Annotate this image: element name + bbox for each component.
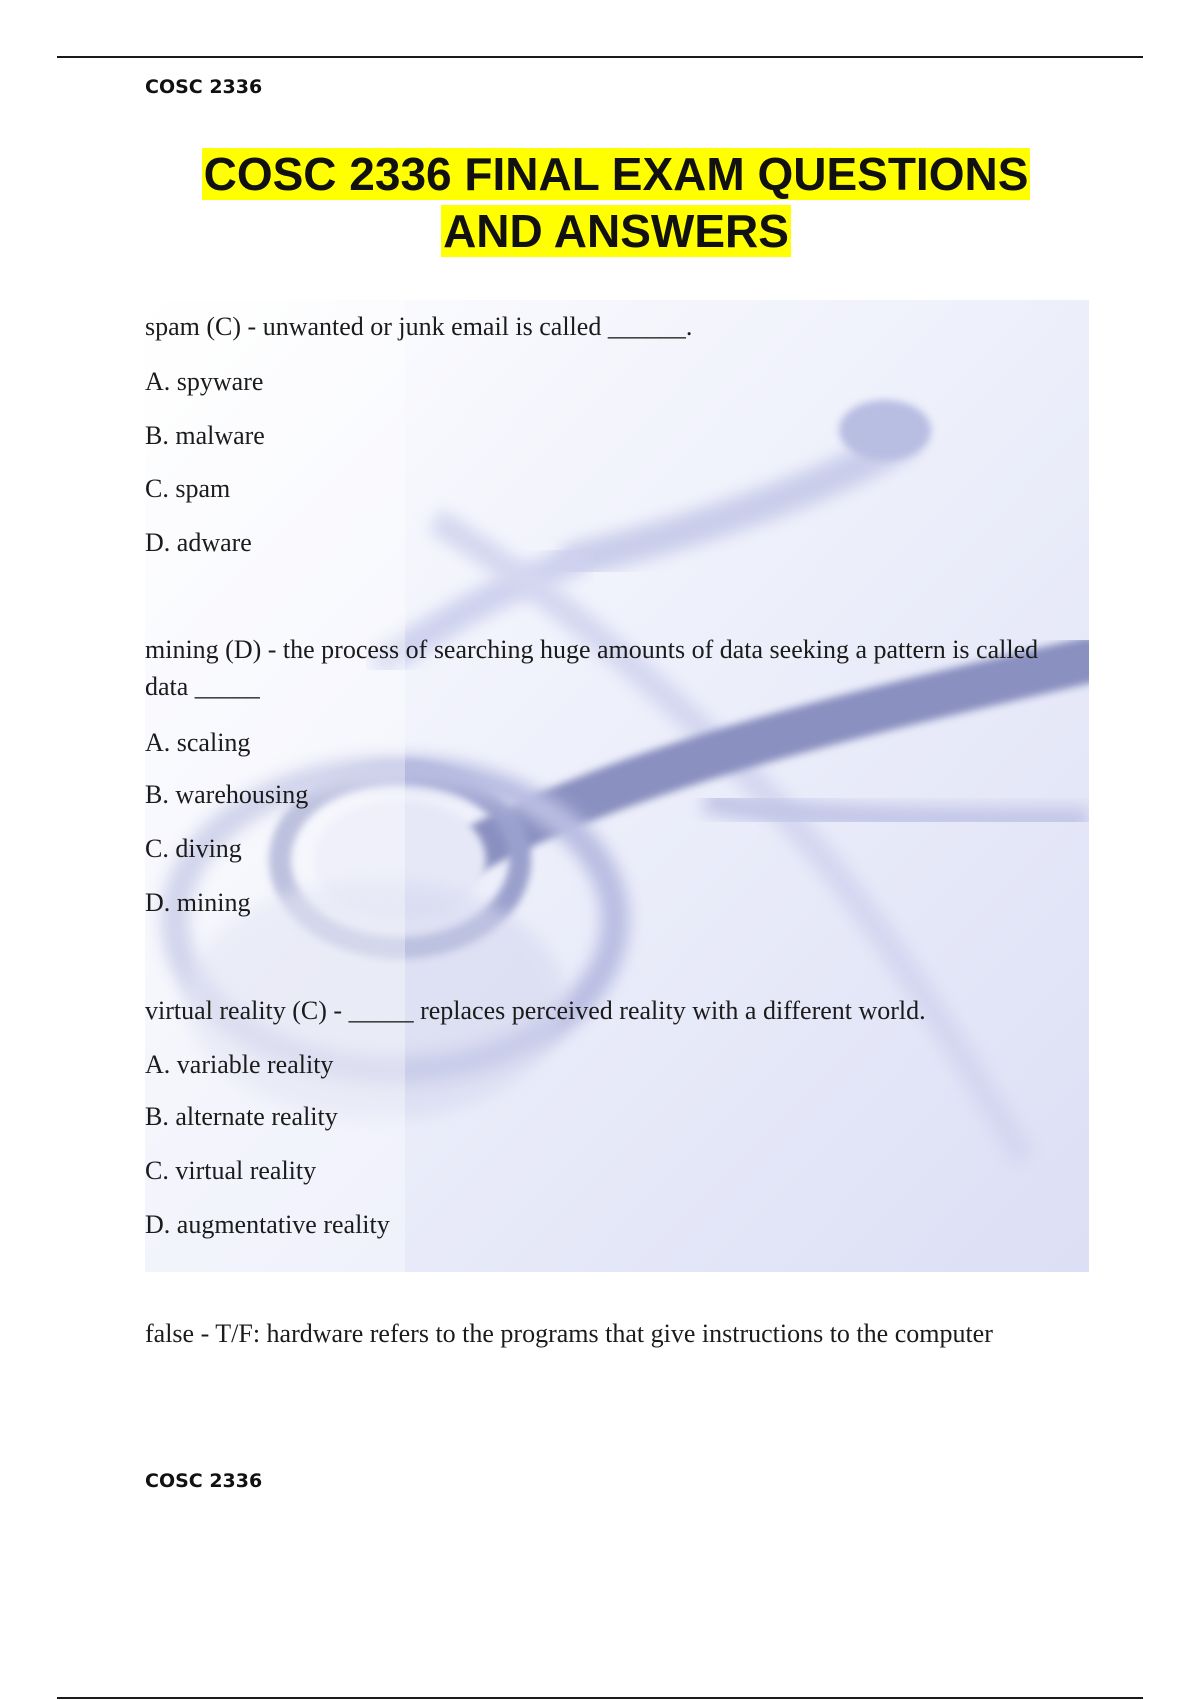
header-course-label: COSC 2336 bbox=[145, 76, 263, 98]
page-title bbox=[0, 146, 1200, 260]
title-line-2: AND ANSWERS bbox=[443, 205, 789, 257]
question-1-option-c: C. spam bbox=[145, 474, 231, 503]
question-2-option-d: D. mining bbox=[145, 888, 251, 917]
question-3-option-b: B. alternate reality bbox=[145, 1102, 338, 1131]
question-1-text: spam (C) - unwanted or junk email is called ______. bbox=[145, 312, 693, 341]
question-3-option-a: A. variable reality bbox=[145, 1050, 334, 1079]
question-1-option-d: D. adware bbox=[145, 528, 252, 557]
question-2-option-a: A. scaling bbox=[145, 728, 251, 757]
bottom-rule bbox=[57, 1697, 1143, 1699]
top-rule bbox=[57, 56, 1143, 58]
question-3-option-c: C. virtual reality bbox=[145, 1156, 317, 1185]
question-2-text: mining (D) - the process of searching huge amounts of data seeking a pattern is called data _____ bbox=[145, 635, 1039, 701]
question-2-option-b: B. warehousing bbox=[145, 780, 309, 809]
question-4-text: false - T/F: hardware refers to the programs that give instructions to the computer bbox=[145, 1319, 993, 1348]
question-2-option-c: C. diving bbox=[145, 834, 242, 863]
footer-course-label: COSC 2336 bbox=[145, 1470, 263, 1492]
question-3-text: virtual reality (C) - _____ replaces perceived reality with a different world. bbox=[145, 996, 926, 1025]
question-3-option-d: D. augmentative reality bbox=[145, 1210, 390, 1239]
question-1-option-b: B. malware bbox=[145, 421, 265, 450]
question-1-option-a: A. spyware bbox=[145, 367, 264, 396]
title-line-1: COSC 2336 FINAL EXAM QUESTIONS bbox=[203, 148, 1029, 200]
